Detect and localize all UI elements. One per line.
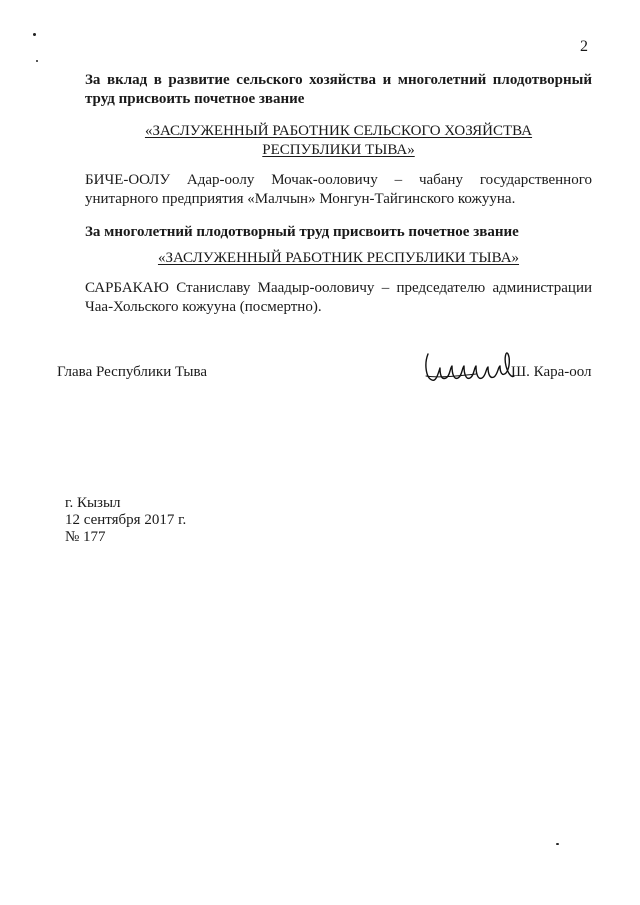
section2-title-text: «ЗАСЛУЖЕННЫЙ РАБОТНИК РЕСПУБЛИКИ ТЫВА» bbox=[157, 250, 520, 266]
footer-number: № 177 bbox=[65, 529, 106, 545]
section1-awardee-line1: БИЧЕ-ООЛУ Адар-оолу Мочак-ооловичу – чабану государственного bbox=[85, 172, 592, 188]
scan-speck bbox=[33, 33, 36, 36]
section2-awardee-line2: Чаа-Хольского кожууна (посмертно). bbox=[85, 299, 322, 315]
footer-date: 12 сентября 2017 г. bbox=[65, 512, 187, 528]
section1-awardee-line2: унитарного предприятия «Малчын» Монгун-Тайгинского кожууна. bbox=[85, 191, 516, 207]
scan-speck bbox=[36, 60, 38, 62]
section1-title bbox=[85, 122, 592, 160]
scan-speck bbox=[556, 843, 559, 845]
signatory-name: Ш. Кара-оол bbox=[511, 364, 592, 380]
section2-title bbox=[85, 249, 592, 268]
footer-city: г. Кызыл bbox=[65, 495, 121, 511]
section1-intro bbox=[85, 71, 592, 109]
section1-title-line1: «ЗАСЛУЖЕННЫЙ РАБОТНИК СЕЛЬСКОГО ХОЗЯЙСТВА bbox=[144, 123, 533, 139]
document-footer bbox=[57, 495, 186, 546]
section1-intro-line1: За вклад в развитие сельского хозяйства и многолетний плодотворный bbox=[85, 72, 592, 88]
section2-intro: За многолетний плодотворный труд присвоить почетное звание bbox=[85, 224, 519, 240]
page-number: 2 bbox=[580, 38, 588, 55]
section1-awardee bbox=[85, 171, 592, 209]
handwritten-signature bbox=[418, 340, 518, 390]
section1-title-line2: РЕСПУБЛИКИ ТЫВА» bbox=[262, 142, 415, 158]
section2-awardee-line1: САРБАКАЮ Станиславу Маадыр-ооловичу – председателю администрации bbox=[85, 280, 592, 296]
signatory-position: Глава Республики Тыва bbox=[57, 364, 208, 380]
section1-intro-line2: труд присвоить почетное звание bbox=[85, 91, 305, 107]
section2-awardee bbox=[85, 279, 592, 317]
